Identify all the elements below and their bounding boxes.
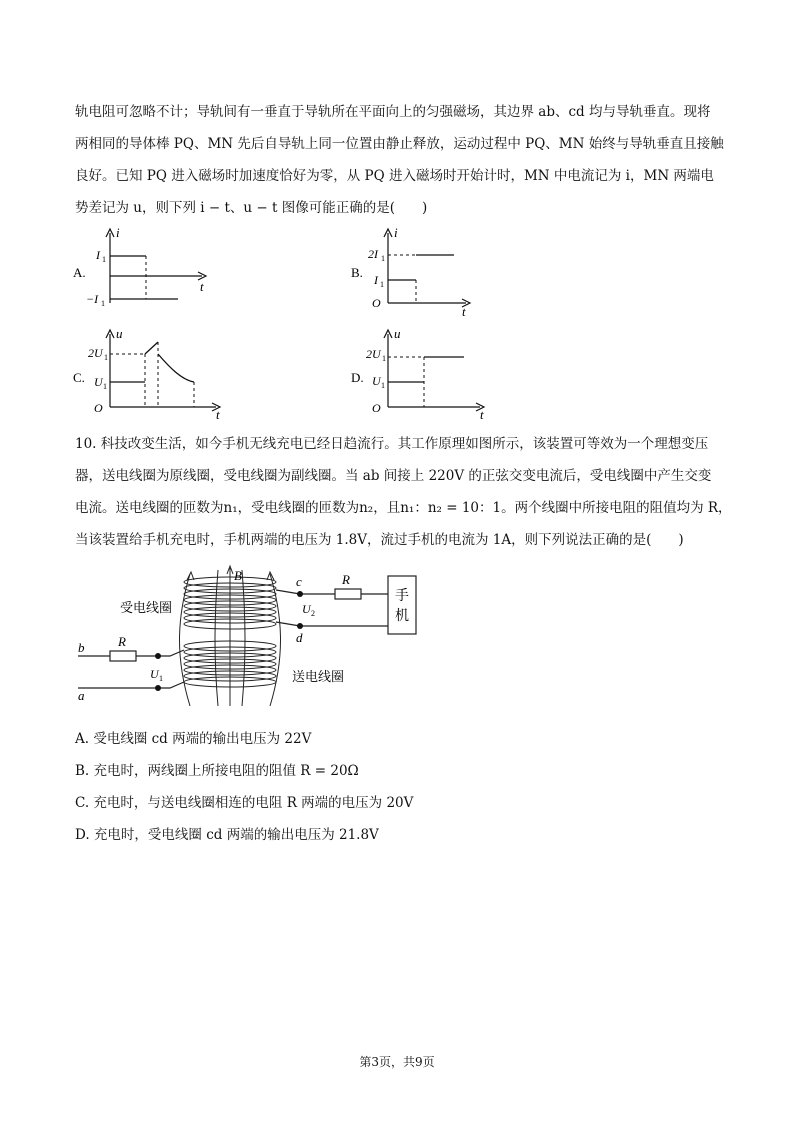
voltage-u1-sub: 1	[159, 674, 163, 683]
graph-c-y-label: u	[116, 326, 123, 341]
graph-b	[348, 225, 518, 317]
graph-c-level-top: 2U	[88, 346, 103, 360]
graph-b-level-top: 2I	[368, 247, 378, 261]
q9-line-2: 两相同的导体棒 PQ、MN 先后自导轨上同一位置由静止释放，运动过程中 PQ、MN 始终与导轨垂直且接触	[75, 136, 724, 152]
graph-a	[70, 225, 240, 315]
wireless-charging-diagram	[70, 560, 430, 710]
terminal-a-node	[155, 685, 161, 691]
primary-circuit	[78, 650, 184, 688]
q9-line-1: 轨电阻可忽略不计；导轨间有一垂直于导轨所在平面向上的匀强磁场，其边界 ab、cd 均与导轨垂直。现将	[75, 104, 711, 120]
terminal-b-node	[155, 653, 161, 659]
send-coil-label: 送电线圈	[292, 669, 345, 684]
receive-coil-label: 受电线圈	[120, 600, 173, 615]
terminal-a-label: a	[78, 688, 85, 703]
graph-a-level-top: I	[96, 248, 100, 262]
graph-c-decay	[158, 354, 194, 382]
graph-c-x-label: t	[216, 407, 220, 420]
phone-label-1: 手	[395, 589, 409, 604]
phone-box	[388, 576, 416, 634]
graph-a-letter: A.	[73, 265, 86, 280]
voltage-u2-sub: 2	[311, 609, 315, 618]
graph-b-level-mid-sub: 1	[380, 280, 384, 289]
question-9-text	[75, 96, 725, 224]
page-footer: 第3页，共9页	[359, 1055, 435, 1069]
graph-b-y-label: i	[394, 225, 398, 240]
field-label-b: B	[234, 568, 242, 583]
voltage-u2: U	[302, 602, 311, 616]
q9-line-3: 良好。已知 PQ 进入磁场时加速度恰好为零，从 PQ 进入磁场时开始计时，MN 中电流记为 i，MN 两端电	[75, 168, 714, 184]
graph-c-origin: O	[94, 401, 103, 415]
graph-d-level-mid-sub: 1	[381, 381, 385, 390]
graph-a-x-label: t	[200, 279, 204, 294]
graph-d	[348, 326, 518, 420]
q9-line-4: 势差记为 u，则下列 i − t、u − t 图像可能正确的是( )	[75, 200, 428, 216]
graph-c-rise	[145, 342, 158, 354]
resistor-r-secondary: R	[342, 572, 350, 587]
terminal-b-label: b	[78, 640, 85, 655]
graph-b-origin: O	[372, 296, 381, 310]
resistor-r-primary: R	[118, 634, 126, 649]
option-c: C. 充电时，与送电线圈相连的电阻 R 两端的电压为 20V	[75, 795, 414, 811]
graph-a-level-bottom: −I	[86, 292, 99, 306]
graph-b-level-mid: I	[374, 273, 378, 287]
graph-d-y-label: u	[394, 326, 401, 341]
option-d: D. 充电时，受电线圈 cd 两端的输出电压为 21.8V	[75, 827, 379, 843]
q10-line-2: 器，送电线圈为原线圈，受电线圈为副线圈。当 ab 间接上 220V 的正弦交变电流后，受电线圈中产生交变	[75, 468, 712, 484]
terminal-c-label: c	[296, 574, 302, 589]
graph-d-level-mid: U	[372, 374, 381, 388]
terminal-d-label: d	[296, 630, 303, 645]
q10-line-4: 当该装置给手机充电时，手机两端的电压为 1.8V，流过手机的电流为 1A，则下列说法正确的是( )	[75, 532, 684, 548]
question-10-text	[75, 428, 732, 556]
terminal-d	[297, 623, 303, 629]
graph-d-level-top: 2U	[366, 347, 381, 361]
graph-b-x-label: t	[462, 304, 466, 317]
q10-line-3: 电流。送电线圈的匝数为n₁，受电线圈的匝数为n₂，且n₁：n₂ = 10：1。两个线圈中所接电阻的阻值均为 R，	[75, 500, 732, 516]
graph-a-y-label: i	[116, 225, 120, 240]
graph-d-x-label: t	[480, 407, 484, 420]
graph-c	[70, 326, 240, 420]
graph-d-level-top-sub: 1	[382, 354, 386, 363]
voltage-u1: U	[150, 667, 159, 681]
q10-line-1: 10. 科技改变生活，如今手机无线充电已经日趋流行。其工作原理如图所示，该装置可等效为一个理想变压	[75, 436, 709, 452]
graph-d-origin: O	[372, 401, 381, 415]
option-b: B. 充电时，两线圈上所接电阻的阻值 R = 20Ω	[75, 763, 359, 779]
option-a: A. 受电线圈 cd 两端的输出电压为 22V	[75, 731, 312, 747]
graph-c-level-top-sub: 1	[104, 353, 108, 362]
graph-a-level-bottom-sub: 1	[101, 299, 105, 308]
graph-c-level-mid-sub: 1	[103, 382, 107, 391]
phone-label-2: 机	[395, 609, 409, 624]
graph-b-level-top-sub: 1	[381, 254, 385, 263]
graph-a-level-top-sub: 1	[102, 255, 106, 264]
graph-d-letter: D.	[351, 370, 364, 385]
secondary-circuit	[276, 589, 388, 626]
graph-c-letter: C.	[73, 370, 85, 385]
graph-b-letter: B.	[351, 265, 363, 280]
graph-c-level-mid: U	[94, 375, 103, 389]
terminal-c	[297, 591, 303, 597]
